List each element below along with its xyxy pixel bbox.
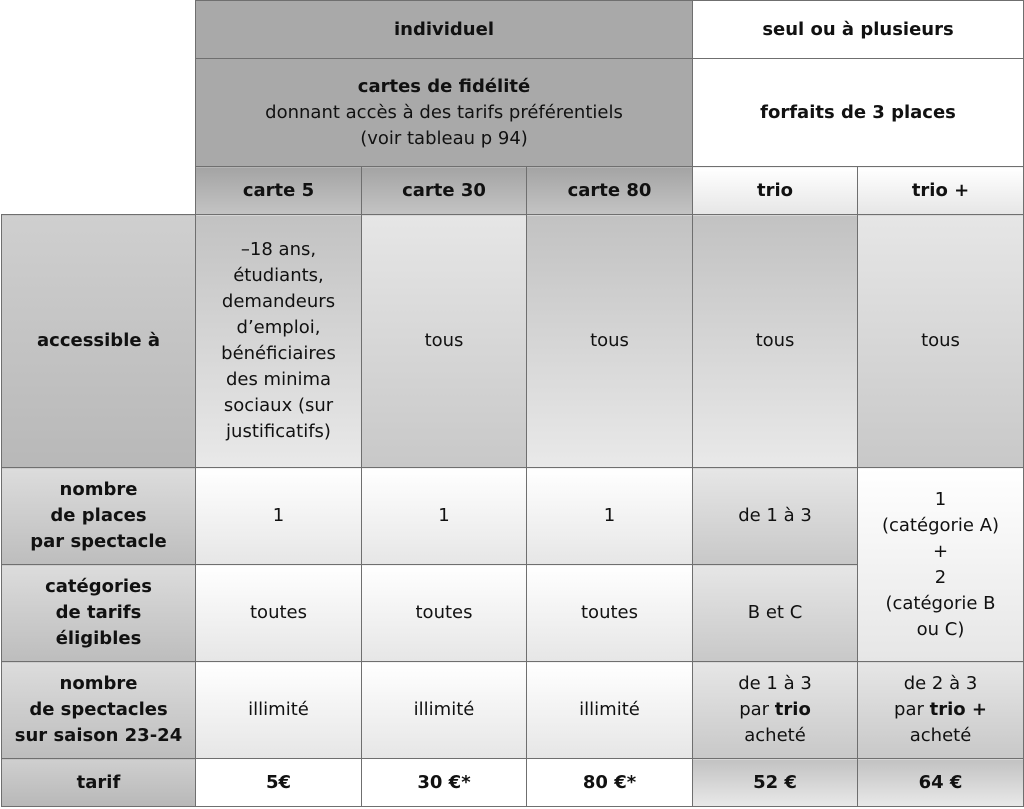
row-label-tarif: tarif	[2, 759, 196, 807]
group-individual-header: individuel	[196, 1, 693, 59]
group-multi-header: seul ou à plusieurs	[693, 1, 1024, 59]
loyalty-cards-header	[196, 59, 693, 167]
trio-plus-bold-name: trio +	[929, 699, 987, 720]
trio-bold-name: trio	[774, 699, 811, 720]
cell-accessible-trio-plus: tous	[858, 215, 1024, 468]
cell-shows-trio-plus: de 2 à 3 par trio + acheté	[858, 662, 1024, 759]
cell-tarif-trio-plus: 64 €	[858, 759, 1024, 807]
cell-places-trio: de 1 à 3	[693, 468, 858, 565]
cell-accessible-carte5: –18 ans, étudiants, demandeurs d’emploi, bénéficiaires des minima sociaux (sur justificatifs)	[196, 215, 362, 468]
cell-categories-carte80: toutes	[527, 565, 693, 662]
packages-header: forfaits de 3 places	[693, 59, 1024, 167]
cell-places-carte5: 1	[196, 468, 362, 565]
col-header-carte5: carte 5	[196, 167, 362, 215]
cell-shows-trio: de 1 à 3 par trio acheté	[693, 662, 858, 759]
col-header-trio-plus: trio +	[858, 167, 1024, 215]
cell-shows-carte30: illimité	[362, 662, 527, 759]
cell-shows-carte5: illimité	[196, 662, 362, 759]
cell-shows-carte80: illimité	[527, 662, 693, 759]
pricing-table	[1, 0, 1024, 807]
loyalty-title: cartes de fidélité	[357, 75, 531, 97]
row-label-categories: catégories de tarifs éligibles	[2, 565, 196, 662]
cell-categories-carte30: toutes	[362, 565, 527, 662]
cell-categories-carte5: toutes	[196, 565, 362, 662]
loyalty-note: (voir tableau p 94)	[360, 127, 528, 149]
cell-places-carte30: 1	[362, 468, 527, 565]
row-label-places: nombre de places par spectacle	[2, 468, 196, 565]
cell-tarif-carte5: 5€	[196, 759, 362, 807]
col-header-trio: trio	[693, 167, 858, 215]
cell-places-categories-trio-plus: 1 (catégorie A) + 2 (catégorie B ou C)	[858, 468, 1024, 662]
cell-tarif-trio: 52 €	[693, 759, 858, 807]
cell-accessible-carte80: tous	[527, 215, 693, 468]
cell-tarif-carte80: 80 €*	[527, 759, 693, 807]
row-label-shows: nombre de spectacles sur saison 23-24	[2, 662, 196, 759]
col-header-carte80: carte 80	[527, 167, 693, 215]
cell-tarif-carte30: 30 €*	[362, 759, 527, 807]
loyalty-subtitle: donnant accès à des tarifs préférentiels	[265, 101, 623, 123]
cell-categories-trio: B et C	[693, 565, 858, 662]
row-label-accessible: accessible à	[2, 215, 196, 468]
cell-accessible-carte30: tous	[362, 215, 527, 468]
col-header-carte30: carte 30	[362, 167, 527, 215]
corner-blank	[2, 1, 196, 215]
cell-accessible-trio: tous	[693, 215, 858, 468]
cell-places-carte80: 1	[527, 468, 693, 565]
